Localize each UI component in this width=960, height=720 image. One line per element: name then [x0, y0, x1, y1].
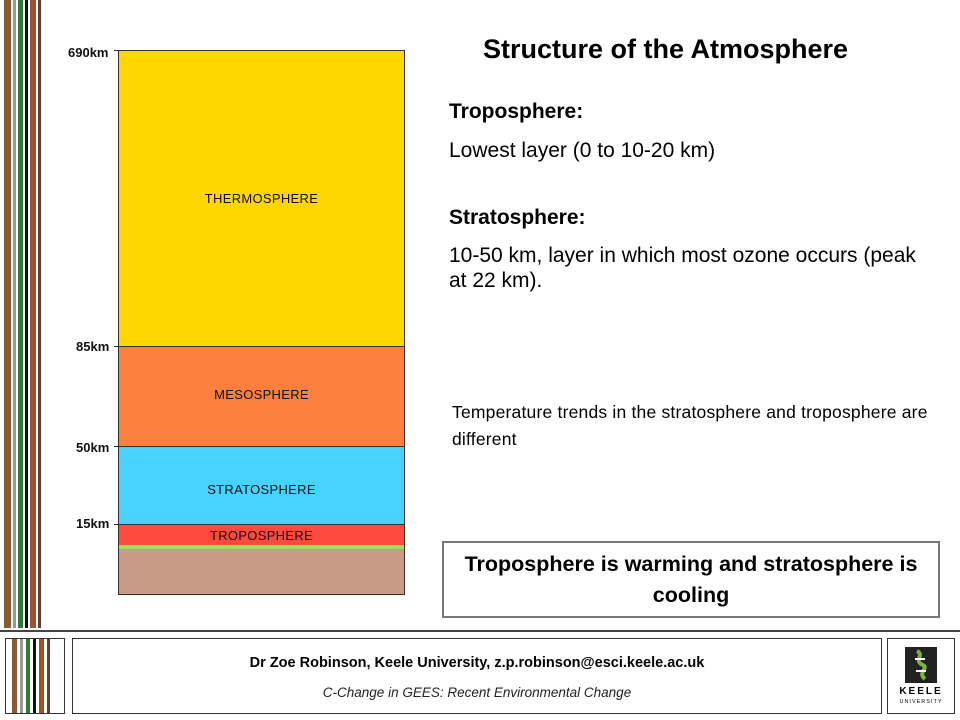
- earth-surface: [118, 549, 405, 595]
- callout-text: Troposphere is warming and stratosphere is cooling: [464, 552, 918, 607]
- altitude-label-50km: 50km: [76, 440, 110, 455]
- logo-subtext: UNIVERSITY: [899, 699, 943, 705]
- stratosphere-description: 10-50 km, layer in which most ozone occurs (peak at 22 km).: [449, 244, 916, 292]
- mesosphere-layer: [118, 346, 405, 447]
- troposphere-label: TROPOSPHERE: [210, 528, 313, 543]
- troposphere-layer: [118, 524, 405, 546]
- footer-stripes: [5, 638, 65, 714]
- footer-divider: [0, 630, 960, 632]
- keele-logo: [887, 638, 955, 714]
- slide-title: Structure of the Atmosphere: [483, 34, 849, 64]
- stratosphere-label: STRATOSPHERE: [207, 482, 316, 497]
- troposphere-description: Lowest layer (0 to 10-20 km): [449, 139, 716, 162]
- stratosphere-layer: [118, 446, 405, 525]
- keele-emblem-icon: [903, 645, 939, 685]
- footer-credits: [72, 638, 882, 714]
- thermosphere-label: THERMOSPHERE: [204, 191, 319, 206]
- altitude-label-15km: 15km: [76, 516, 110, 531]
- altitude-label-690km: 690km: [68, 45, 109, 60]
- logo-text: KEELE: [899, 686, 943, 697]
- thermosphere-layer: [118, 50, 405, 347]
- altitude-label-85km: 85km: [76, 339, 110, 354]
- troposphere-heading: Troposphere:: [449, 100, 584, 123]
- mesosphere-label: MESOSPHERE: [214, 387, 309, 402]
- course-name: C-Change in GEES: Recent Environmental Change: [322, 685, 632, 700]
- stratosphere-heading: Stratosphere:: [449, 206, 586, 229]
- callout-box: [442, 541, 940, 618]
- temperature-note: Temperature trends in the stratosphere and troposphere are different: [452, 402, 928, 449]
- author-credit: Dr Zoe Robinson, Keele University, z.p.robinson@esci.keele.ac.uk: [249, 655, 705, 671]
